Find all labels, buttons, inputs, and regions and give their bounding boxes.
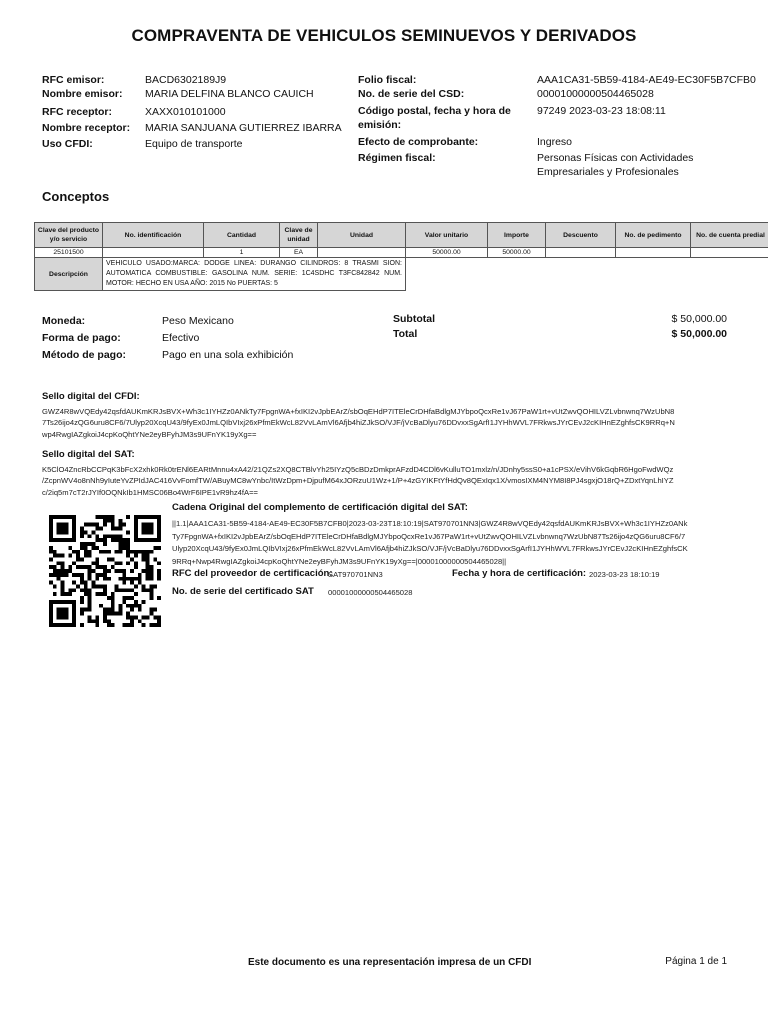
cell-cantidad: 1 (204, 248, 280, 258)
rfc-receptor-label: RFC receptor: (42, 106, 113, 118)
page-number: Página 1 de 1 (665, 956, 727, 967)
nombre-receptor-value: MARIA SANJUANA GUTIERREZ IBARRA (145, 122, 342, 134)
conceptos-table (34, 222, 768, 291)
sello-cfdi-text (42, 406, 742, 440)
fecha-certificacion-value: 2023-03-23 18:10:19 (589, 570, 660, 579)
cadena-line-4: 9RRq+Nwp4RwgIAZgkoiJ4cpKoQhtYNe2eyBFyhJM3s9UFnYK19yXg==|00001000000504465028|| (172, 556, 507, 566)
rfc-proveedor-label: RFC del proveedor de certificación: (172, 568, 333, 579)
sello-sat-text (42, 464, 742, 498)
cp-fecha-value: 97249 2023-03-23 18:08:11 (537, 105, 666, 117)
regimen-fiscal-value-1: Personas Físicas con Actividades (537, 152, 694, 164)
rfc-proveedor-value: SAT970701NN3 (328, 570, 383, 579)
sello-cfdi-line-1: GWZ4R8wVQEdy42qsfdAUKmKRJsBVX+Wh3c1IYHZz0ANkTy7FpgnWA+fxIKI2vJpbEArZ/sbOqEHdP7ITEleCrDHfaBdlgMJYbpoQcxRe1vJ67PaW1rt+vUtZwvQOHILVZLvbnwnq7WzUbN8 (42, 407, 675, 416)
metodo-pago-value: Pago en una sola exhibición (162, 349, 294, 361)
sello-sat-line-1: K5ClO4ZncRbCCPqK3bFcX2xhk0Rk0trENl6EARtMnnu4xA42/21QZs2XQ8CTBlvYh25IYzQ5cBDzDmkprAFzdD4CDl6vKulluTO1mxlz/n/JDnhy5ssS0+a1cPSX/eVihV6kGqbR6HgoFwdWQz (42, 465, 674, 474)
cadena-line-3: Ulyp20XcqU43/9fyEx0JmLQIbVIxj26xPfmEkWcL82VvLAmVl6Afjb4hiZJkSO/VJF/jVcBaDlyu76DDvxxSgArfI1JYHhWVL7FRkwsJYrCEvJ2cKIHnEZghfsCK (172, 544, 688, 554)
th-no-identificacion: No. identificación (103, 223, 204, 248)
th-unidad: Unidad (318, 223, 406, 248)
total-value: $ 50,000.00 (671, 328, 727, 340)
th-no-pedimento: No. de pedimento (616, 223, 691, 248)
cell-no-cuenta-predial (691, 248, 768, 258)
efecto-comprobante-value: Ingreso (537, 136, 573, 148)
folio-fiscal-label: Folio fiscal: (358, 74, 417, 86)
subtotal-label: Subtotal (393, 313, 435, 325)
qr-code-icon (49, 515, 161, 627)
serie-csd-label: No. de serie del CSD: (358, 88, 465, 100)
th-clave-unidad: Clave de unidad (280, 223, 318, 248)
nombre-receptor-label: Nombre receptor: (42, 122, 131, 134)
cadena-line-1: ||1.1|AAA1CA31-5B59-4184-AE49-EC30F5B7CFB0|2023-03-23T18:10:19|SAT970701NN3|GWZ4R8wVQEdy42qsfdAUKmKRJsBVX+Wh3c1IYHZz0ANk (172, 519, 688, 528)
cell-no-identificacion (103, 248, 204, 258)
th-valor-unitario: Valor unitario (406, 223, 488, 248)
nombre-emisor-label: Nombre emisor: (42, 88, 123, 100)
serie-csd-value: 00001000000504465028 (537, 88, 654, 100)
table-row (35, 248, 768, 258)
moneda-label: Moneda: (42, 315, 86, 327)
th-no-cuenta-predial: No. de cuenta predial (691, 223, 768, 248)
cp-fecha-label-1: Código postal, fecha y hora de (358, 105, 511, 117)
table-header-row (35, 223, 768, 248)
sello-cfdi-line-2: 7Ts26ijo4zQG6uru8CF6/7Ulyp20XcqU43/9fyEx0JmLQIbVIxj26xPfmEkWcL82VvLAmVl6Afjb4hiZJkSO/VJF/jVcBaDlyu76DDvxxSgArfI1JYHhWVL7FRkwsJYrCEvJ2cKIHnEZghfsCK9RRq+N (42, 418, 675, 428)
footer-note: Este documento es una representación impresa de un CFDI (248, 957, 532, 968)
forma-pago-label: Forma de pago: (42, 332, 121, 344)
serie-certificado-label: No. de serie del certificado SAT (172, 586, 314, 597)
description-text: VEHICULO USADO:MARCA: DODGE LINEA: DURANGO CILINDROS: 8 TRASMI SION: AUTOMATICA COMBUSTIBLE: GASOLINA NUM. SERIE: 1C4SDHC T3FC842842 NUM. MOTOR: HECHO EN USA AÑO: 2015 No PUERTAS: 5 (103, 258, 406, 291)
nombre-emisor-value: MARIA DELFINA BLANCO CAUICH (145, 88, 314, 100)
serie-certificado-value: 00001000000504465028 (328, 588, 413, 597)
cp-fecha-label-2: emisión: (358, 119, 402, 131)
total-label: Total (393, 328, 418, 340)
uso-cfdi-value: Equipo de transporte (145, 138, 243, 150)
regimen-fiscal-label: Régimen fiscal: (358, 152, 436, 164)
sello-sat-label: Sello digital del SAT: (42, 449, 135, 460)
moneda-value: Peso Mexicano (162, 315, 234, 327)
th-cantidad: Cantidad (204, 223, 280, 248)
sello-cfdi-line-3: wp4RwgIAZgkoiJ4cpKoQhtYNe2eyBFyhJM3s9UFnYK19yXg== (42, 429, 257, 439)
folio-fiscal-value: AAA1CA31-5B59-4184-AE49-EC30F5B7CFB0 (537, 74, 756, 86)
cell-descuento (546, 248, 616, 258)
rfc-receptor-value: XAXX010101000 (145, 106, 226, 118)
fecha-certificacion-label: Fecha y hora de certificación: (452, 568, 587, 579)
sello-sat-line-3: c/2iq5m7cT2rJYIf0OQNkIb1HMSC06Bo4WrF6IPE1vR9hz4fA== (42, 487, 258, 497)
cell-unidad (318, 248, 406, 258)
th-importe: Importe (488, 223, 546, 248)
regimen-fiscal-value-2: Empresariales y Profesionales (537, 166, 679, 178)
rfc-emisor-value: BACD6302189J9 (145, 74, 227, 86)
forma-pago-value: Efectivo (162, 332, 200, 344)
th-descuento: Descuento (546, 223, 616, 248)
cadena-original-text (172, 518, 738, 568)
cell-valor-unitario: 50000.00 (406, 248, 488, 258)
description-label: Descripción (35, 258, 103, 291)
cell-clave-unidad: EA (280, 248, 318, 258)
rfc-emisor-label: RFC emisor: (42, 74, 105, 86)
conceptos-title: Conceptos (42, 189, 110, 204)
sello-cfdi-label: Sello digital del CFDI: (42, 391, 140, 402)
subtotal-value: $ 50,000.00 (671, 313, 727, 325)
description-filler (406, 258, 768, 291)
efecto-comprobante-label: Efecto de comprobante: (358, 136, 479, 148)
cell-clave-producto: 25101500 (35, 248, 103, 258)
description-row (35, 258, 768, 291)
cadena-original-label: Cadena Original del complemento de certificación digital del SAT: (172, 502, 468, 513)
th-clave-producto: Clave del producto y/o servicio (35, 223, 103, 248)
metodo-pago-label: Método de pago: (42, 349, 126, 361)
cadena-line-2: Ty7FpgnWA+fxIKI2vJpbEArZ/sbOqEHdP7ITEleCrDHfaBdlgMJYbpoQcxRe1vJ67PaW1rt+vUtZwvQOHILVZLvbnwnq7WzUbN87Ts26ijo4zQG6uru8CF6/7 (172, 531, 686, 541)
uso-cfdi-label: Uso CFDI: (42, 138, 93, 150)
document-title: COMPRAVENTA DE VEHICULOS SEMINUEVOS Y DERIVADOS (131, 26, 637, 45)
cell-no-pedimento (616, 248, 691, 258)
cell-importe: 50000.00 (488, 248, 546, 258)
sello-sat-line-2: /ZcpnWV4o8nNh9yIuteYvZPIdJAC416VvFomfTW/ABuyMC8wYnbc/ItWzDpm+DjpufM64xJORzuU1Wz+1/P+4zGYIKFtYfHdQv8QExIqx1X/vmosIXM4NYM8I8PJ4sgxjO18rQ+ZDxtYqnLhIYZ (42, 476, 674, 486)
